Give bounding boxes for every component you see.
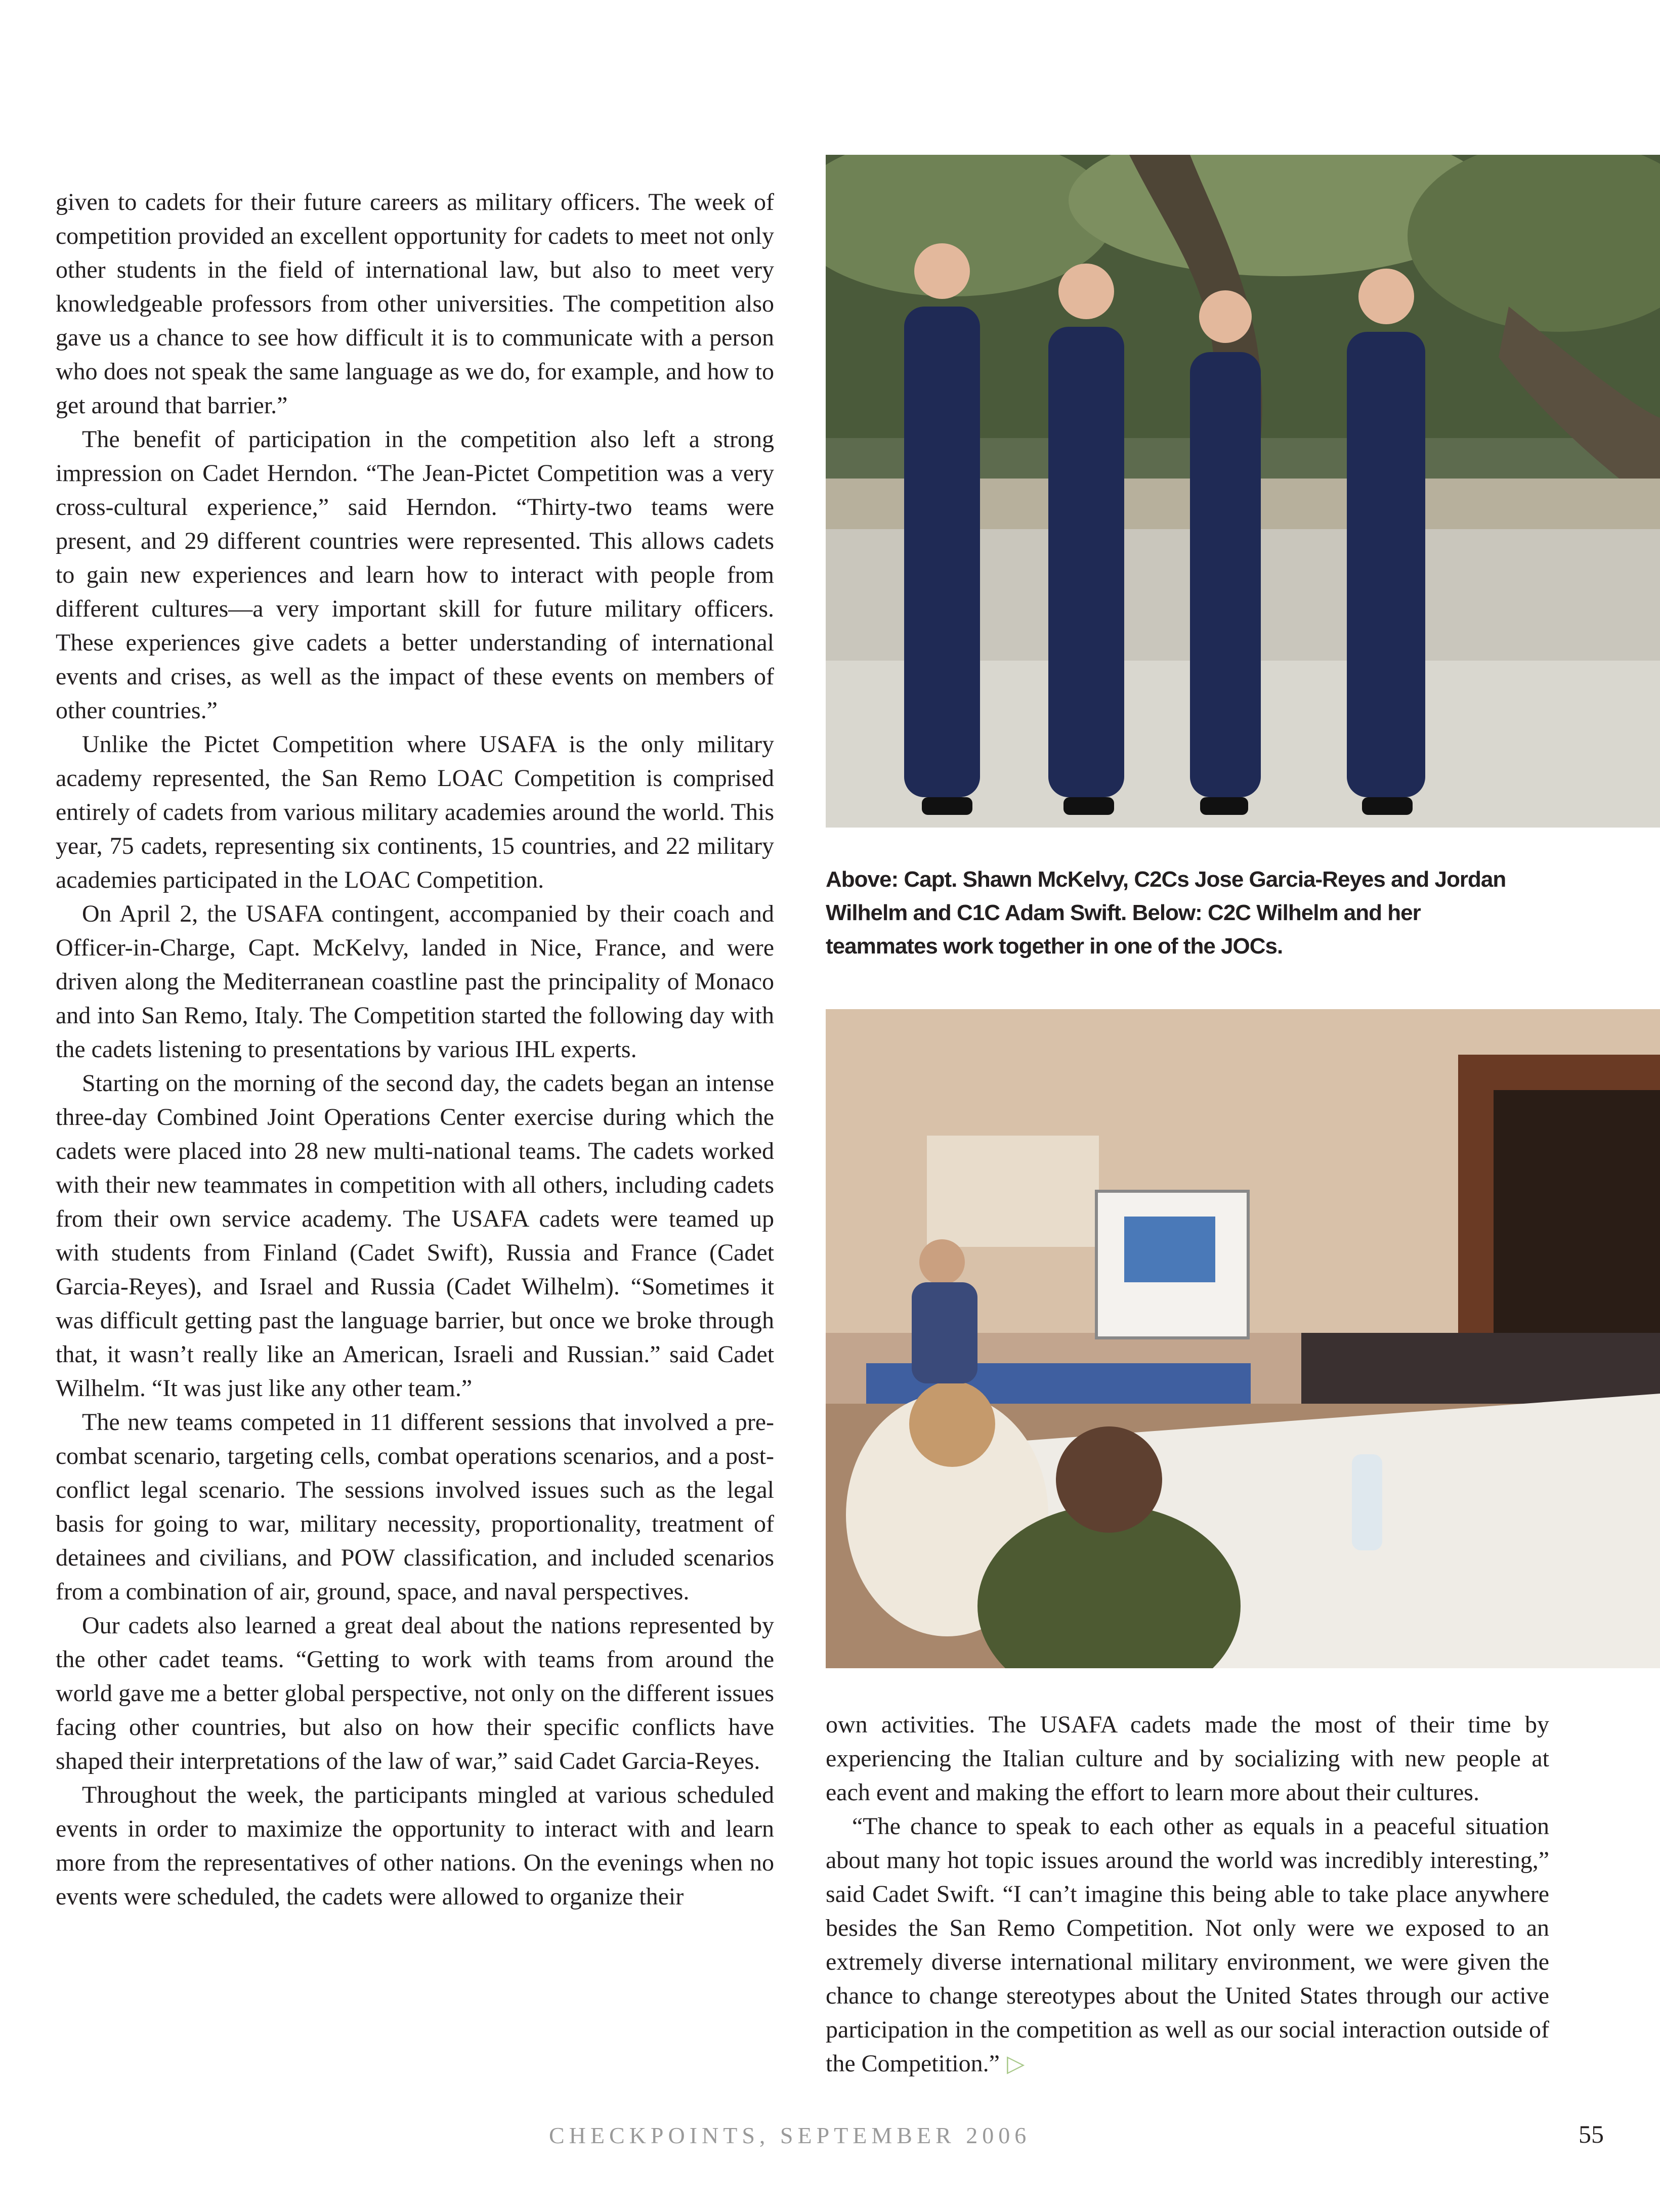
paragraph: own activities. The USAFA cadets made the most of their time by experiencing the Italian culture and by socializing with new people at each event and making the effort to learn more about their cultures. (826, 1711, 1549, 1806)
triangle-right-icon: ▷ (1006, 2051, 1025, 2076)
paragraph: On April 2, the USAFA contingent, accompanied by their coach and Officer-in-Charge, Capt. McKelvy, landed in Nice, France, and were driven along the Mediterranean coastline past the principality of Monaco and into San Remo, Italy. The Competition started the following day with the cadets listening to presentations by various IHL experts. (56, 900, 774, 1063)
cadets-group-photo (826, 155, 1660, 828)
article-right-column (826, 1708, 1549, 2080)
footer-publication: CHECKPOINTS, SEPTEMBER 2006 (549, 2122, 1031, 2148)
paragraph (826, 1809, 1549, 2080)
paragraph: The new teams competed in 11 different sessions that involved a pre-combat scenario, targeting cells, combat operations scenarios, and a post-conflict legal scenario. The sessions involved issues such as the legal basis for going to war, military necessity, proportionality, treatment of detainees and civilians, and POW classification, and included scenarios from a combination of air, ground, space, and naval perspectives. (56, 1409, 774, 1605)
paragraph: The benefit of participation in the competition also left a strong impression on Cadet Herndon. “The Jean-Pictet Competition was a very cross-cultural experience,” said Herndon. “Thirty-two teams were present, and 29 different countries were represented. This allows cadets to gain new experiences and learn how to interact with people from different cultures—a very important skill for future military officers. These experiences give cadets a better understanding of international events and crises, as well as the impact of these events on members of other countries.” (56, 426, 774, 724)
caption-line: Above: Capt. Shawn McKelvy, C2Cs Jose Garcia-Reyes and Jordan (826, 867, 1506, 892)
paragraph-text: “The chance to speak to each other as equals in a peaceful situation about many hot topic issues around the world was incredibly interesting,” said Cadet Swift. “I can’t imagine this being able to take place anywhere besides the San Remo Competition. Not only were we exposed to an extremely diverse international military environment, we were given the chance to change stereotypes about the United States through our active participation in the competition as well as our social interaction outside of the Competition.” (826, 1813, 1549, 2077)
paragraph: given to cadets for their future careers as military officers. The week of competition provided an excellent opportunity for cadets to meet not only other students in the field of international law, but also to meet very knowledgeable professors from other universities. The competition also gave us a chance to see how difficult it is to communicate with a person who does not speak the same language as we do, for example, and how to get around that barrier.” (56, 189, 774, 419)
paragraph: Our cadets also learned a great deal about the nations represented by the other cadet teams. “Getting to work with teams from around the world gave me a better global perspective, not only on the different issues facing other countries, but also on how their specific conflicts have shaped their interpretations of the law of war,” said Cadet Garcia-Reyes. (56, 1612, 774, 1774)
paragraph: Throughout the week, the participants mingled at various scheduled events in order to maximize the opportunity to interact with and learn more from the representatives of other nations. On the evenings when no events were scheduled, the cadets were allowed to organize their (56, 1782, 774, 1910)
photo-caption (826, 863, 1625, 963)
page-number: 55 (1579, 2120, 1604, 2148)
joc-workroom-photo (826, 1009, 1660, 1668)
article-left-column (56, 185, 774, 1914)
caption-line: Wilhelm and C1C Adam Swift. Below: C2C Wilhelm and her (826, 900, 1421, 925)
paragraph: Starting on the morning of the second day, the cadets began an intense three-day Combined Joint Operations Center exercise during which the cadets were placed into 28 new multi-national teams. The cadets worked with their new teammates in competition with all others, including cadets from their own service academy. The USAFA cadets were teamed up with students from Finland (Cadet Swift), Russia and France (Cadet Garcia-Reyes), and Israel and Russia (Cadet Wilhelm). “Sometimes it was difficult getting past the language barrier, but once we broke through that, it wasn’t really like an American, Israeli and Russian.” said Cadet Wilhelm. “It was just like any other team.” (56, 1070, 774, 1402)
caption-line: teammates work together in one of the JOCs. (826, 934, 1283, 959)
paragraph: Unlike the Pictet Competition where USAFA is the only military academy represented, the San Remo LOAC Competition is comprised entirely of cadets from various military academies around the world. This year, 75 cadets, representing six continents, 15 countries, and 22 military academies participated in the LOAC Competition. (56, 731, 774, 893)
